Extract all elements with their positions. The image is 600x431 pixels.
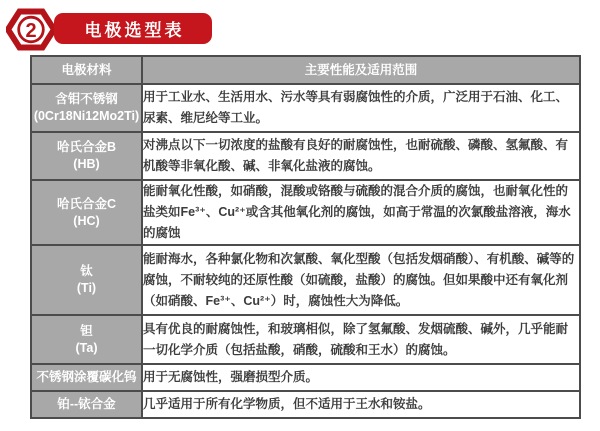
material-cell bbox=[31, 180, 142, 245]
material-cell bbox=[31, 132, 142, 180]
table-row bbox=[31, 132, 580, 180]
table-row bbox=[31, 364, 580, 391]
column-header-performance: 主要性能及适用范围 bbox=[142, 56, 580, 84]
material-cell bbox=[31, 364, 142, 391]
description-cell: 能耐海水，各种氯化物和次氯酸、氧化型酸（包括发烟硝酸）、有机酸、碱等的腐蚀，不耐较纯的还原性酸（如硫酸，盐酸）的腐蚀。但如果酸中还有氧化剂（如硝酸、Fe³⁺、Cu²⁺）时，腐蚀性大为降低。 bbox=[142, 245, 580, 315]
step-badge-icon bbox=[6, 8, 56, 51]
description-cell: 几乎适用于所有化学物质，但不适用于王水和铵盐。 bbox=[142, 391, 580, 418]
material-grade: (0Cr18Ni12Mo2Ti) bbox=[33, 109, 140, 123]
material-cell bbox=[31, 245, 142, 315]
description-cell: 能耐氧化性酸，如硝酸，混酸或铬酸与硫酸的混合介质的腐蚀，也耐氧化性的盐类如Fe³⁺、Cu²⁺或含其他氧化剂的腐蚀，如高于常温的次氯酸盐溶液，海水的腐蚀 bbox=[142, 180, 580, 245]
page-header bbox=[0, 0, 600, 55]
table-row bbox=[31, 84, 580, 132]
material-name: 哈氏合金B bbox=[56, 140, 117, 155]
material-name: 不锈钢涂覆碳化钨 bbox=[36, 370, 137, 385]
material-name: 钛 bbox=[80, 264, 93, 279]
material-grade: (HB) bbox=[73, 157, 100, 171]
material-grade: (Ta) bbox=[75, 340, 98, 355]
description-cell: 对沸点以下一切浓度的盐酸有良好的耐腐蚀性，也耐硫酸、磷酸、氢氟酸、有机酸等非氧化酸、碱、非氧化盐液的腐蚀。 bbox=[142, 132, 580, 180]
section-title-banner bbox=[54, 13, 212, 44]
table-row bbox=[31, 180, 580, 245]
table-row bbox=[31, 245, 580, 315]
material-name: 铂--铱合金 bbox=[57, 397, 116, 412]
material-cell bbox=[31, 84, 142, 132]
table-header-row bbox=[31, 56, 580, 84]
column-header-material: 电极材料 bbox=[31, 56, 142, 84]
material-name: 含钼不锈钢 bbox=[55, 92, 118, 107]
description-cell: 具有优良的耐腐蚀性，和玻璃相似，除了氢氟酸、发烟硫酸、碱外，几乎能耐一切化学介质（包括盐酸，硝酸，硫酸和王水）的腐蚀。 bbox=[142, 315, 580, 364]
material-grade: (Ti) bbox=[76, 281, 97, 295]
table-row bbox=[31, 391, 580, 418]
description-cell: 用于无腐蚀性，强磨损型介质。 bbox=[142, 364, 580, 391]
step-number: 2 bbox=[25, 19, 37, 42]
table-row bbox=[31, 315, 580, 364]
material-grade: (HC) bbox=[73, 213, 100, 228]
section-title: 电极选型表 bbox=[84, 21, 185, 40]
description-cell: 用于工业水、生活用水、污水等具有弱腐蚀性的介质，广泛用于石油、化工、尿素、维尼纶等工业。 bbox=[142, 84, 580, 132]
material-cell bbox=[31, 391, 142, 418]
material-cell bbox=[31, 315, 142, 364]
electrode-selection-table bbox=[30, 55, 581, 419]
material-name: 哈氏合金C bbox=[56, 196, 117, 211]
material-name: 钽 bbox=[80, 323, 93, 338]
